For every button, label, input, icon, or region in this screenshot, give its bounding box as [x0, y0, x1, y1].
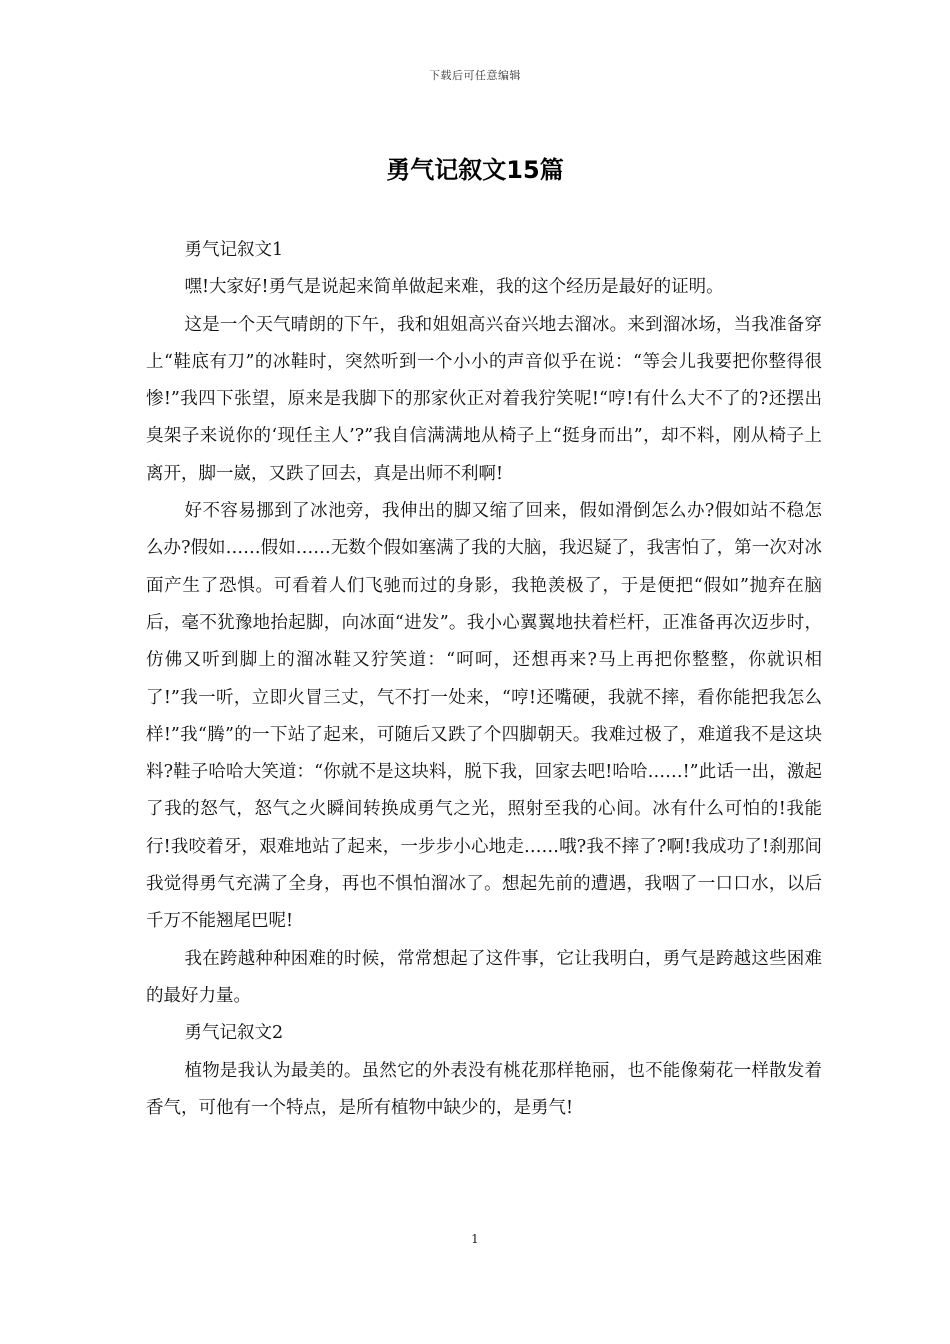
body-paragraph: 好不容易挪到了冰池旁，我伸出的脚又缩了回来，假如滑倒怎么办?假如站不稳怎么办?假如……假如……无数个假如塞满了我的大脑，我迟疑了，我害怕了，第一次对冰面产生了恐惧。可看着人们飞驰而过的身影，我艳羡极了，于是便把“假如”抛弃在脑后，毫不犹豫地抬起脚，向冰面“进发”。我小心翼翼地扶着栏杆，正准备再次迈步时，仿佛又听到脚上的溜冰鞋又狞笑道：“呵呵，还想再来?马上再把你整整，你就识相了!”我一听，立即火冒三丈，气不打一处来，“哼!还嘴硬，我就不摔，看你能把我怎么样!”我“腾”的一下站了起来，可随后又跌了个四脚朝天。我难过极了，难道我不是这块料?鞋子哈哈大笑道：“你就不是这块料，脱下我，回家去吧!哈哈……!”此话一出，激起了我的怒气，怒气之火瞬间转换成勇气之光，照射至我的心间。冰有什么可怕的!我能行!我咬着牙，艰难地站了起来，一步步小心地走……哦?我不摔了?啊!我成功了!刹那间我觉得勇气充满了全身，再也不惧怕溜冰了。想起先前的遭遇，我咽了一口口水，以后千万不能翘尾巴呢!	[146, 501, 822, 932]
document-title: 勇气记叙文15篇	[386, 156, 564, 184]
body-paragraph: 我在跨越种种困难的时候，常常想起了这件事，它让我明白，勇气是跨越这些困难的最好力量。	[146, 948, 822, 1006]
page-number: 1	[471, 1232, 479, 1246]
section-heading-2: 勇气记叙文2	[184, 1023, 284, 1044]
page-header: 下载后可任意编辑	[429, 69, 521, 82]
body-paragraph: 植物是我认为最美的。虽然它的外表没有桃花那样艳丽，也不能像菊花一样散发着香气，可他有一个特点，是所有植物中缺少的，是勇气!	[146, 1060, 822, 1118]
section-heading-1: 勇气记叙文1	[184, 240, 284, 260]
body-paragraph: 这是一个天气晴朗的下午，我和姐姐高兴奋兴地去溜冰。来到溜冰场，当我准备穿上“鞋底有刀”的冰鞋时，突然听到一个小小的声音似乎在说：“等会儿我要把你整得很惨!”我四下张望，原来是我脚下的那家伙正对着我狞笑呢!“哼!有什么大不了的?还摆出臭架子来说你的‘现任主人’?”我自信满满地从椅子上“挺身而出”，却不料，刚从椅子上离开，脚一崴，又跌了回去，真是出师不利啊!	[146, 314, 822, 484]
document-body	[146, 232, 822, 1127]
body-paragraph: 嘿!大家好!勇气是说起来简单做起来难，我的这个经历是最好的证明。	[184, 277, 724, 298]
